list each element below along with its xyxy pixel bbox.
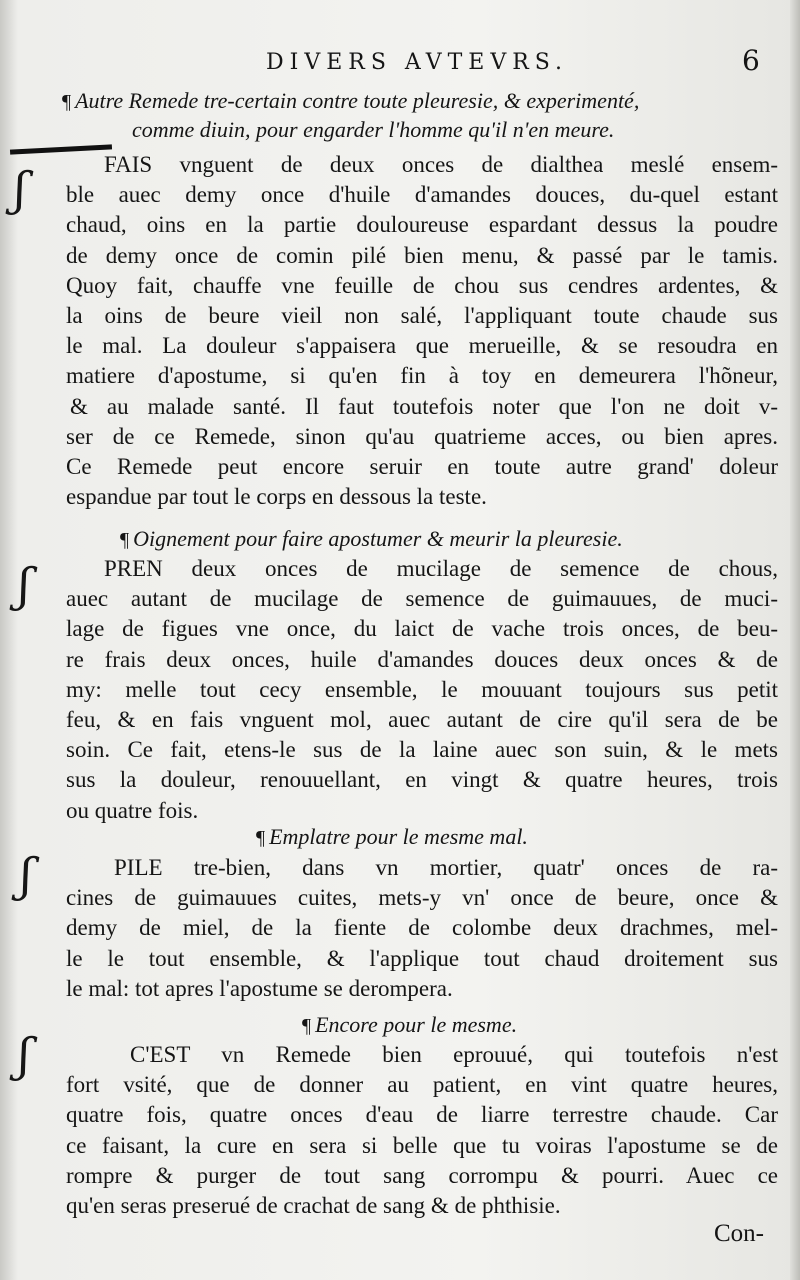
section-1-heading-line-2: comme diuin, pour engarder l'homme qu'il n'en meure. bbox=[132, 117, 615, 142]
section-2-body bbox=[66, 554, 778, 826]
section-1-heading-2 bbox=[132, 115, 614, 145]
text-line: Ce Remede peut encore seruir en toute autre grand' doleur bbox=[66, 454, 778, 480]
text-line: C'EST vn Remede bien eprouué, qui toutefois n'est bbox=[130, 1042, 778, 1067]
section-3-heading-line-1: Emplatre pour le mesme mal. bbox=[269, 824, 528, 849]
text-line: le le tout ensemble, & l'applique tout chaud droitement sus bbox=[66, 945, 778, 971]
text-line: espandue par tout le corps en dessous la teste. bbox=[66, 484, 487, 510]
section-2-heading bbox=[120, 524, 623, 555]
page-edge bbox=[790, 0, 800, 1280]
text-line: PREN deux onces de mucilage de semence de chous, bbox=[104, 556, 778, 581]
running-title: DIVERS AVTEVRS. bbox=[266, 50, 569, 75]
section-1-heading bbox=[62, 86, 639, 117]
text-line: demy de miel, de la fiente de colombe deux drachmes, mel- bbox=[66, 915, 778, 941]
text-line: rompre & purger de tout sang corrompu & pourri. Auec ce bbox=[66, 1162, 778, 1188]
section-2-heading-line-1: Oignement pour faire apostumer & meurir la pleuresie. bbox=[133, 526, 623, 551]
section-4-body bbox=[66, 1040, 778, 1221]
catchword: Con- bbox=[714, 1220, 764, 1247]
text-line: feu, & en fais vnguent mol, auec autant de cire qu'il sera de be bbox=[66, 707, 778, 733]
text-line: auec autant de mucilage de semence de guimauues, de muci- bbox=[66, 586, 778, 612]
text-line: ser de ce Remede, sinon qu'au quatrieme acces, ou bien apres. bbox=[66, 423, 778, 449]
text-line: sus la douleur, renouuellant, en vingt & quatre heures, trois bbox=[66, 767, 778, 793]
margin-mark-2: ʃ bbox=[18, 558, 31, 612]
pilcrow-icon: ¶ bbox=[302, 1015, 312, 1037]
text-line: le mal. La douleur s'appaisera que merueille, & se resoudra en bbox=[66, 333, 778, 359]
section-3-heading bbox=[256, 822, 528, 853]
pilcrow-icon: ¶ bbox=[256, 827, 266, 849]
text-line: lage de figues vne once, du laict de vache trois onces, de beu- bbox=[66, 616, 778, 642]
text-line: le mal: tot apres l'apostume se derompera. bbox=[66, 975, 453, 1001]
pilcrow-icon: ¶ bbox=[62, 91, 72, 113]
text-line: Quoy fait, chauffe vne feuille de chou sus cendres ardentes, & bbox=[66, 272, 778, 298]
text-line: FAIS vnguent de deux onces de dialthea meslé ensem- bbox=[104, 152, 778, 177]
running-head bbox=[0, 44, 800, 84]
section-1-heading-line-1: Autre Remede tre-certain contre toute pleuresie, & experimenté, bbox=[75, 88, 640, 113]
text-line: ble auec demy once d'huile d'amandes douces, du-quel estant bbox=[66, 182, 778, 208]
text-line: ou quatre fois. bbox=[66, 797, 199, 823]
text-line: fort vsité, que de donner au patient, en vint quatre heures, bbox=[66, 1072, 778, 1098]
text-line: ce faisant, la cure en sera si belle que tu voiras l'apostume se de bbox=[66, 1132, 778, 1158]
text-line: qu'en seras preserué de crachat de sang & de phthisie. bbox=[66, 1193, 561, 1219]
margin-mark-4: ʃ bbox=[18, 1028, 31, 1082]
text-line: my: melle tout cecy ensemble, le mouuant toujours sus petit bbox=[66, 676, 778, 702]
margin-mark-3: ʃ bbox=[20, 848, 33, 902]
text-line: cines de guimauues cuites, mets-y vn' once de beure, once & bbox=[66, 885, 778, 911]
section-4-heading-line-1: Encore pour le mesme. bbox=[315, 1012, 518, 1037]
margin-mark-1: ʃ bbox=[14, 162, 27, 216]
section-1-body bbox=[66, 150, 778, 512]
text-line: la oins de beure vieil non salé, l'appliquant toute chaude sus bbox=[66, 303, 778, 329]
page-number: 6 bbox=[742, 44, 760, 77]
text-line: & au malade santé. Il faut toutefois noter que l'on ne doit v- bbox=[70, 393, 778, 419]
text-line: PILE tre-bien, dans vn mortier, quatr' onces de ra- bbox=[114, 855, 778, 880]
text-line: de demy once de comin pilé bien menu, & passé par le tamis. bbox=[66, 242, 778, 268]
text-line: re frais deux onces, huile d'amandes douces deux onces & de bbox=[66, 646, 778, 672]
section-4-heading bbox=[302, 1010, 517, 1041]
text-line: chaud, oins en la partie douloureuse espardant dessus la poudre bbox=[66, 212, 778, 238]
text-line: matiere d'apostume, si qu'en fin à toy en demeurera l'hõneur, bbox=[66, 363, 778, 389]
section-3-body bbox=[66, 853, 778, 1004]
pilcrow-icon: ¶ bbox=[120, 529, 130, 551]
text-line: quatre fois, quatre onces d'eau de liarre terrestre chaude. Car bbox=[66, 1102, 778, 1128]
text-line: soin. Ce fait, etens-le sus de la laine auec son suin, & le mets bbox=[66, 737, 778, 763]
